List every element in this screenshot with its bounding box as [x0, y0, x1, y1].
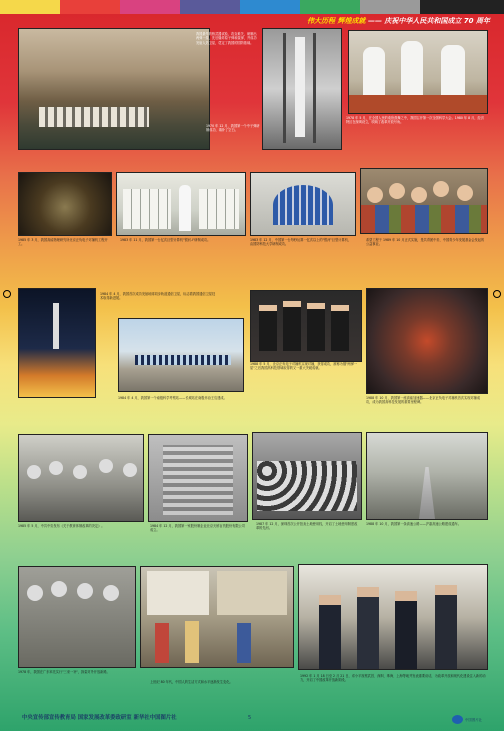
caption-highway: 1988 年 10 月，我国第一条高速公路——沪嘉高速公路建成通车。: [366, 522, 461, 526]
caption-yinhe: 1983 年 12 月，中国第一台每秒运算一亿次以上的"银河"巨型计算机，由国防科技大学研制成功。: [250, 238, 352, 247]
market-street-photo: [148, 434, 248, 522]
color-strip-black: [420, 0, 504, 14]
caption-hope-project: 希望工程于 1989 年 10 月正式实施，是共青团中央、中国青少年发展基金会发起的公益事业。: [366, 238, 485, 247]
caption-processing-trade: 1978 年，我国在广东率先实行"三来一补"，探索对外开放新路。: [18, 670, 110, 674]
crowd-photo: [252, 432, 362, 520]
color-strip-blue: [240, 0, 300, 14]
header-highlight: 伟大历程 辉煌成就: [307, 17, 366, 25]
publisher-logo-icon: [452, 715, 463, 724]
rocket-launch-tower-photo: [262, 28, 342, 150]
machine-detail-photo: [366, 288, 488, 394]
computer-room-photo: [116, 172, 246, 236]
fashion-street-photo: [140, 566, 294, 668]
publisher-logo-text: 中国图片社: [465, 718, 482, 722]
caption-neutron: 1970 年 12 月，我国第一个中子弹研制成功，填补了空白。: [206, 124, 260, 133]
caption-weapons: 我国最早的核武器试验，攻克难关，研制出两弹一星，先后爆炸原子弹和氢弹，并成功发射人造卫星，奠定了我国的国防基础。: [196, 32, 257, 45]
supercomputer-photo: [250, 172, 356, 236]
leaders-visit-photo: [298, 564, 488, 670]
dam-landscape-photo: [18, 28, 210, 150]
caption-education-reform: 1985 年 5 月，中共中央发布《关于教育体制改革的决定》。: [18, 524, 105, 528]
caption-accelerator: 1988 年 10 月，我国第一座高能加速器——北京正负电子对撞机首次实现对撞成功，成为我国高科技发展的重要里程碑。: [366, 396, 481, 405]
color-strip-magenta: [120, 0, 180, 14]
rocket-launch-photo: [18, 288, 96, 398]
caption-satellite: 1984 年 4 月，我国首次成功发射地球同步轨道通信卫星，标志着我国通信卫星技术取得新进展。: [100, 292, 216, 301]
caption-lifestyle: 上世纪 80 年代，中国人的生活方式和水平逐渐发生变化。: [150, 680, 233, 684]
registration-mark-left: [3, 290, 11, 298]
color-strip-purple: [180, 0, 240, 14]
antarctic-station-photo: [118, 318, 244, 392]
publisher-logo: [452, 715, 482, 724]
highway-photo: [366, 432, 488, 520]
caption-collider-start: 1985 年 3 月，我国高能物理研究所北京正负电子对撞机工程开工。: [18, 238, 108, 247]
poster-header: [307, 16, 490, 26]
accelerator-tunnel-photo: [18, 172, 112, 236]
color-strip-green: [300, 0, 360, 14]
award-ceremony-photo: [250, 290, 362, 362]
color-strip-yellow: [0, 0, 60, 14]
caption-galaxy: 1983 年 11 月，我国第一台亿次巨型计算机"银河-I"研制成功。: [120, 238, 211, 242]
caption-science-conference: 1978 年 5 月，在全国人民的欢欣鼓舞之中，我国召开第一次全国科学大会。1980 年 8 月，经济特区在深圳设立，吹响了改革开放号角。: [346, 116, 484, 125]
caption-collider-success: 1988 年 5 月，北京正负电子对撞机实现对撞，获得成功，被称为继"两弹一星"之后我国高科技领域取得的又一重大突破成就。: [250, 362, 358, 371]
color-strip-red: [60, 0, 120, 14]
caption-shares: 1984 年 12 月，我国第一家股份制企业北京天桥百货股份有限公司成立。: [150, 524, 245, 533]
header-subtitle: —— 庆祝中华人民共和国成立 70 周年: [367, 17, 490, 25]
farmers-photo: [18, 566, 136, 668]
page-number: 5: [248, 715, 252, 721]
caption-land-auction: 1987 年 12 月，深圳首次公开拍卖土地使用权，开启了土地使用制度改革的先河。: [256, 522, 358, 531]
children-photo: [360, 168, 488, 234]
registration-mark-right: [493, 290, 501, 298]
footer-organizations: 中央宣传部宣传教育局 国家发展改革委政研室 新华社中国图片社: [22, 715, 177, 721]
workers-photo: [18, 434, 144, 522]
caption-antarctic: 1984 年 4 月，我国第一个南极科学考察站——长城站在南极乔治王岛建成。: [118, 396, 227, 400]
caption-southern-tour: 1992 年 1 月 18 日至 2 月 21 日，邓小平视察武昌、深圳、珠海、上海等地并发表重要谈话，为改革开放和现代化建设注入新的动力，开启了中国改革开放新阶段。: [300, 674, 486, 683]
color-strip-grey: [360, 0, 420, 14]
chefs-photo: [348, 30, 488, 114]
